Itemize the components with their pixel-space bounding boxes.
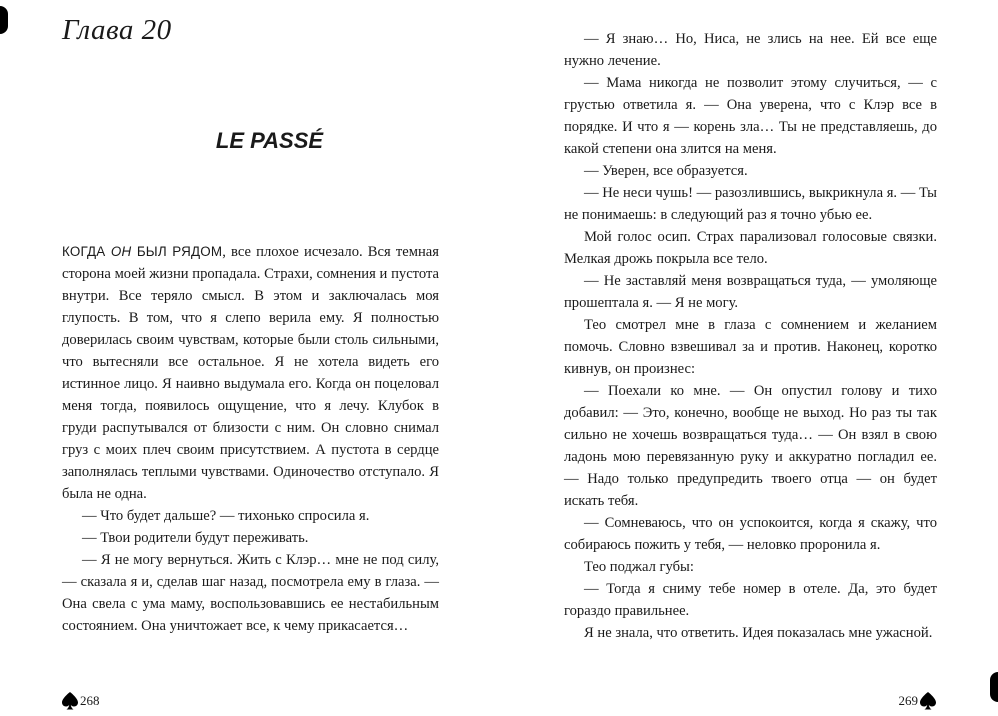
right-page-text [564,28,937,644]
spade-icon [920,692,936,710]
paragraph: — Я знаю… Но, Ниса, не злись на нее. Ей все еще нужно лечение. [564,31,937,69]
paragraph: Тео поджал губы: [584,559,694,575]
paragraph: — Не неси чушь! — разозлившись, выкрикнула я. — Ты не понимаешь: в следующий раз я точно убью ее. [564,185,937,223]
paragraph [62,241,439,505]
spade-icon [62,692,78,710]
paragraph: — Поехали ко мне. — Он опустил голову и тихо добавил: — Это, конечно, вообще не выход. Но раз ты так сильно не хочешь возвращаться туда… — Он взял в свою ладонь мою перевязанную руку и аккуратно погладил ее. — Надо только предупредить твоего отца — он будет искать тебя. [564,383,937,509]
page-footer-right [899,692,937,710]
paragraph: — Сомневаюсь, что он успокоится, когда я скажу, что собираюсь пожить у тебя, — неловко проронила я. [564,515,937,553]
paragraph-text: , все плохое исчезало. Вся темная сторона моей жизни пропадала. Страхи, сомнения и пустота внутри. Все теряло смысл. В этом и заключалась моя глупость. В том, что я слепо верила ему. Я полностью доверилась своим чувствам, которые были столь сильными, что вытесняли все остальное. Я не хотела видеть его истинное лицо. Я наивно выдумала его. Когда он поцеловал меня тогда, появилось ощущение, что я лечу. Клубок в груди распутывался от близости с ним. Он словно снимал груз с моих плеч своим присутствием. А пустота в сердце заполнялась теплыми чувствами. Одиночество отступало. Я была не одна. [62,244,439,502]
left-page-text [62,241,439,637]
lead-in-text: КОГДА [62,244,111,259]
paragraph: Я не знала, что ответить. Идея показалась мне ужасной. [584,625,933,641]
paragraph: — Уверен, все образуется. [584,163,748,179]
page-number: 268 [80,693,100,708]
paragraph: — Я не могу вернуться. Жить с Клэр… мне не под силу, — сказала я и, сделав шаг назад, посмотрела ему в глаза. — Она свела с ума маму, воспользовавшись ее нестабильным состоянием. Она уничтожает все, к чему прикасается… [62,552,439,634]
lead-in-text: БЫЛ РЯДОМ [131,244,223,259]
paragraph: — Не заставляй меня возвращаться туда, — умоляюще прошептала я. — Я не могу. [564,273,937,311]
right-page [499,0,998,716]
paragraph: — Мама никогда не позволит этому случиться, — с грустью ответила я. — Она уверена, что с Клэр все в порядке. И что я — корень зла… Ты не представляешь, до какой степени она злится на меня. [564,75,937,157]
paragraph: Тео смотрел мне в глаза с сомнением и желанием помочь. Словно взвешивал за и против. Наконец, коротко кивнув, он произнес: [564,317,937,377]
paragraph: — Что будет дальше? — тихонько спросила я. [82,508,370,524]
lead-in [62,244,222,259]
section-title: LE PASSÉ [215,128,324,153]
chapter-title: Глава 20 [62,14,172,46]
lead-in-emphasis: ОН [110,244,132,259]
paragraph: — Тогда я сниму тебе номер в отеле. Да, это будет гораздо правильнее. [564,581,937,619]
page-footer-left [62,692,100,710]
page-edge-tab [0,6,8,34]
paragraph: — Твои родители будут переживать. [82,530,309,546]
page-number: 269 [898,693,918,708]
page-edge-tab [990,672,998,702]
paragraph: Мой голос осип. Страх парализовал голосовые связки. Мелкая дрожь покрыла все тело. [564,229,937,267]
